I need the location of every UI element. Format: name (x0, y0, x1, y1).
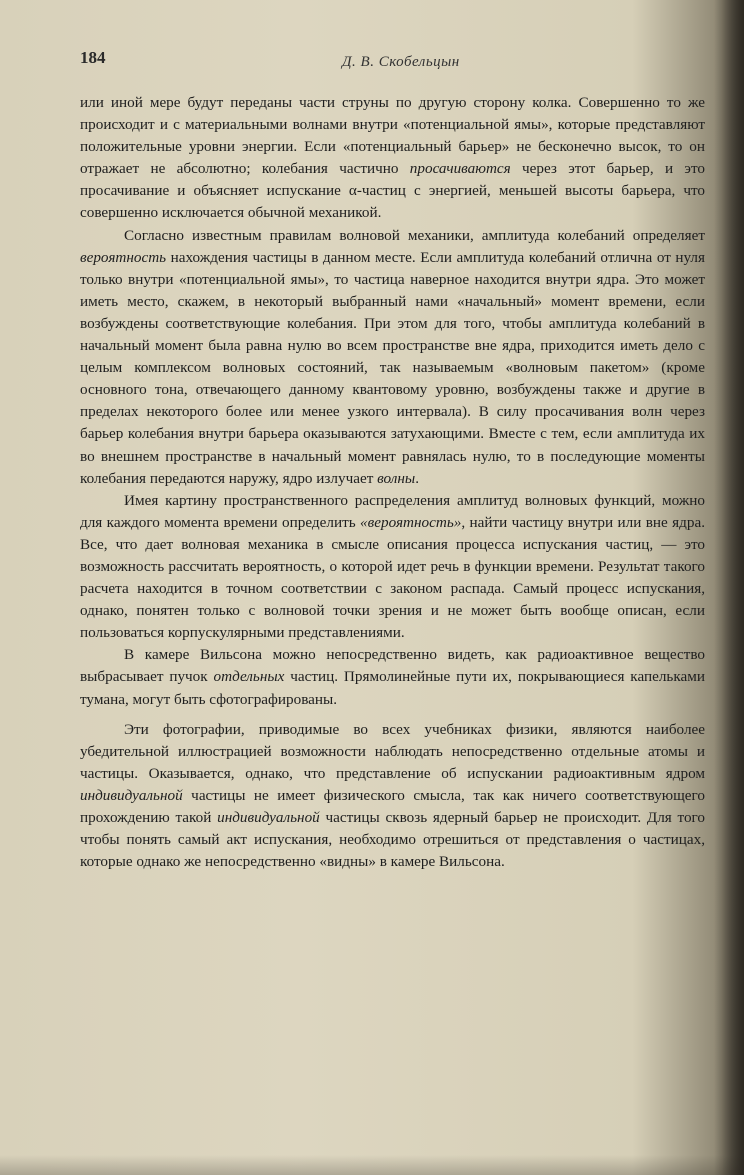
page-number: 184 (80, 48, 106, 67)
running-head: Д. В. Скобельцын (342, 54, 460, 70)
paragraph (80, 490, 705, 645)
text-run: через этот барьер, и это просачивание и объясняет испускание α-частиц с энергией, меньшей высоты барьера, что совершенно исключается обычной механикой. (80, 160, 705, 222)
emphasized-text: волны (377, 469, 416, 487)
text-run: частиц. Прямолинейные пути их, покрывающиеся капельками тумана, могут быть сфотографированы. (80, 668, 705, 708)
text-run: Эти фотографии, приводимые во всех учебниках физики, являются наиболее убедительной иллюстрацией возможности наблюдать непосредственно отдельные атомы и частицы. Оказывается, однако, что представление об испускании радиоактивным ядром (80, 720, 705, 782)
page-bottom-shade (0, 1155, 744, 1175)
emphasized-text: индивидуальной (217, 809, 320, 826)
page-header (80, 48, 710, 78)
text-run: частицы сквозь ядерный барьер не происходит. Для того чтобы понять самый акт испускания, необходимо отрешиться от представления о частицах, которые однако же непосредственно «видны» в камере Вильсона. (80, 809, 706, 871)
text-run: нахождения частицы в данном месте. Если амплитуда колебаний отлична от нуля только внутри «потенциальной ямы», то частица наверное находится внутри ядра. Это может иметь место, скажем, в некоторый выбранный нами «начальный» момент времени, если возбуждены соответствующие колебания. При этом для того, чтобы амплитуда колебаний в начальный момент была равна нулю во всем пространстве вне ядра, приходится иметь дело с целым комплексом волновых состояний, так называемым «волновым пакетом» (кроме основного тона, отвечающего данному квантовому уровню, возбуждены также и другие в пределах некоторого более или менее узкого интервала). В силу просачивания волн через барьер колебания внутри барьера оказываются затухающими. Вместе с тем, если амплитуда их во внешнем пространстве в начальный момент равнялась нулю, то в последующие моменты колебания передаются наружу, ядро излучает (80, 248, 705, 487)
emphasized-text: отдельных (213, 668, 285, 686)
paragraph (80, 644, 705, 710)
emphasized-text: «вероятность» (360, 513, 462, 531)
body-text (80, 92, 705, 873)
text-run: частицы не имеет физического смысла, так как ничего соответствующего прохождению такой (80, 786, 705, 826)
emphasized-text: вероятность (80, 248, 167, 266)
text-run: Согласно известным правилам волновой механики, амплитуда колебаний определяет (124, 226, 705, 244)
paragraph (80, 225, 705, 490)
text-run: , найти частицу внутри или вне ядра. Все, что дает волновая механика в смысле описания процесса испускания частиц, — это возможность рассчитать вероятность, о которой идет речь в функции времени. Результат такого расчета находится в точном соответствии с законом распада. Самый процесс испускания, однако, понятен только с волновой точки зрения и не может быть вообще описан, если пользоваться корпускулярными представлениями. (80, 513, 705, 642)
text-run: Имея картину пространственного распределения амплитуд волновых функций, можно для каждого момента времени определить (80, 491, 705, 531)
emphasized-text: индивидуальной (80, 786, 183, 804)
page-shadow-edge (714, 0, 744, 1175)
text-run: В камере Вильсона можно непосредственно видеть, как радиоактивное вещество выбрасывает пучок (80, 646, 705, 686)
text-run: или иной мере будут переданы части струны по другую сторону колка. Совершенно то же происходит и с материальными волнами внутри «потенциальной ямы», которые представляют положительные уровни энергии. Если «потенциальный барьер» не бесконечно высок, то он отражает не абсолютно; колебания частично (80, 94, 705, 178)
paragraph (80, 719, 705, 874)
paragraph (80, 92, 705, 225)
emphasized-text: просачиваются (409, 160, 511, 178)
text-run: . (415, 469, 420, 487)
